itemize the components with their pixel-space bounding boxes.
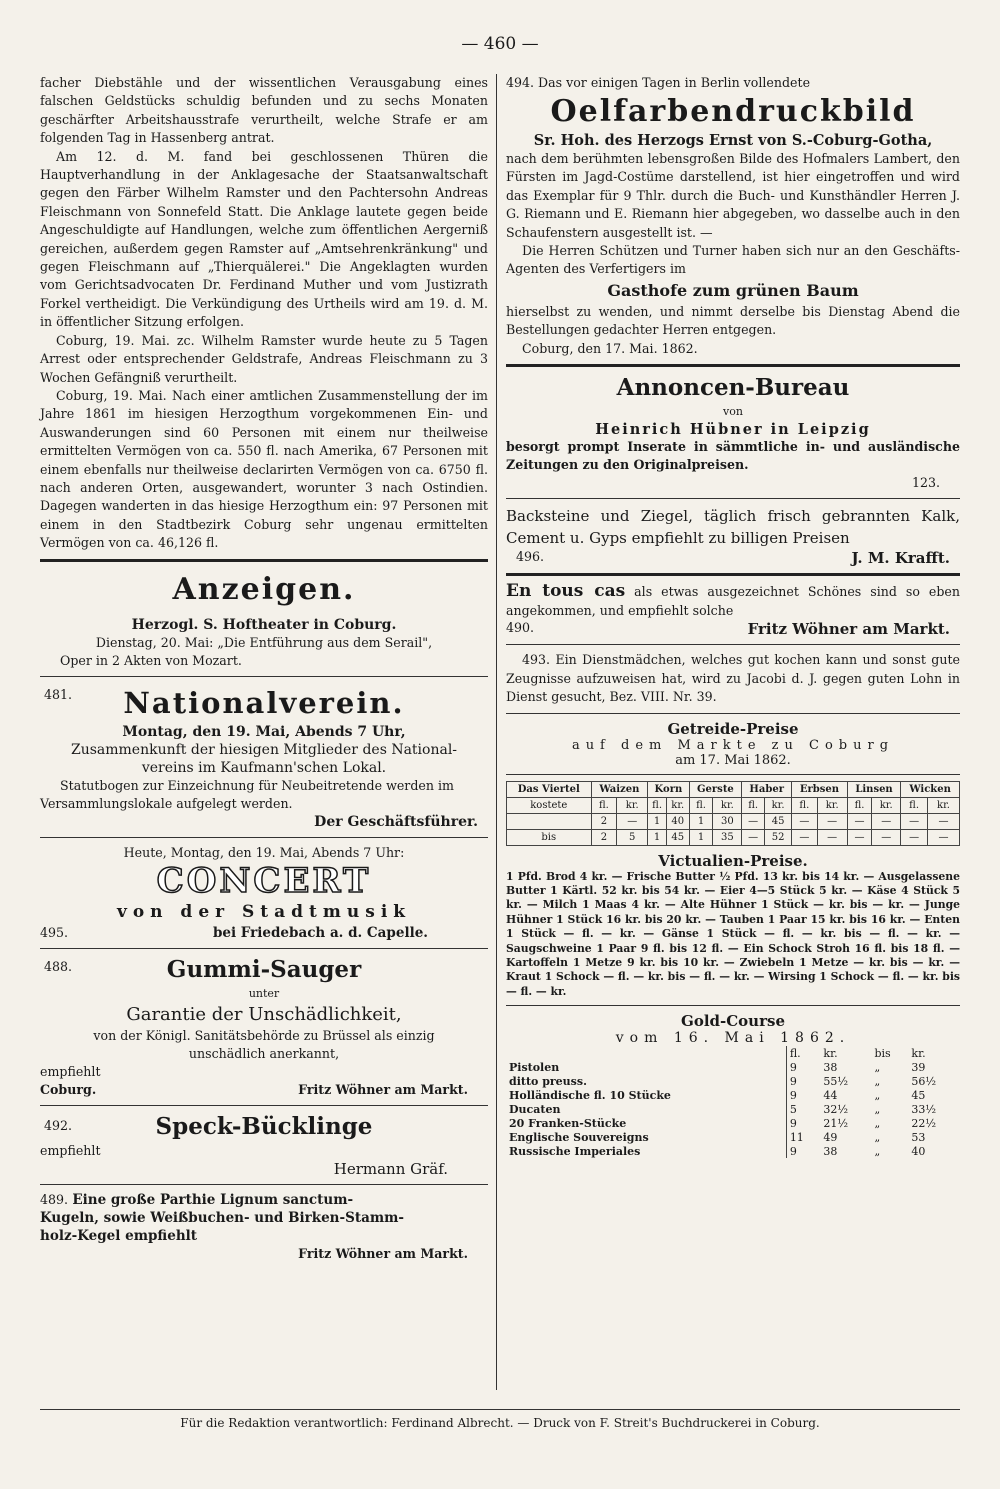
table-cell: 22½ [911, 1116, 937, 1130]
table-cell: 5 [789, 1102, 797, 1116]
oel-gasthof: Gasthofe zum grünen Baum [607, 280, 859, 300]
table-cell: fl. [847, 797, 871, 813]
theater-line: Dienstag, 20. Mai: „Die Entführung aus dem Serail", [95, 634, 433, 650]
ad-divider [506, 1005, 960, 1006]
victualien-section [506, 852, 960, 1000]
ad-number: 490. [506, 620, 535, 636]
right-column [506, 74, 960, 1390]
table-header [506, 1046, 786, 1060]
concert-subtitle: von der Stadtmusik [116, 901, 412, 922]
victualien-text: 1 Pfd. Brod 4 kr. — Frische Butter ½ Pfd. 13 kr. bis 14 kr. — Ausgelassene Butter 1 Kärtl. 52 kr. bis 54 kr. — Eier 4—5 Stück 5 kr. — Käse 4 Stück 5 kr. — Milch 1 Maas 4 kr. — Alte Hühner 1 Stück — kr. bis — kr. — Junge Hühner 1 Stück 16 kr. bis 20 kr. — Tauben 1 Paar 15 kr. bis 16 kr. — Enten 1 Stück — fl. — kr. — Gänse 1 Stück — fl. — kr. bis — fl. — kr. — Saugschweine 1 Paar 9 fl. bis 12 fl. — Ein Schock Stroh 16 fl. bis 18 fl. — Kartoffeln 1 Metze 9 kr. bis 10 kr. — Zwiebeln 1 Metze — kr. bis — kr. — Kraut 1 Schock — fl. — kr. bis — fl. — kr. — Wirsing 1 Schock — fl. — kr. bis — fl. — kr. [506, 869, 960, 998]
table-cell: 39 [911, 1060, 926, 1074]
table-cell: — [817, 813, 847, 829]
table-cell: — [617, 813, 648, 829]
table-cell: 52 [764, 829, 791, 845]
ad-divider [40, 1105, 488, 1106]
table-header: Gerste [689, 781, 742, 797]
ad-divider [506, 644, 960, 645]
victualien-title: Victualien-Preise. [658, 851, 808, 870]
table-header: kr. [911, 1046, 926, 1060]
section-divider [506, 573, 960, 576]
table-cell: „ [874, 1074, 881, 1088]
oel-title: Oelfarbendruckbild [550, 94, 916, 129]
speck-ad [40, 1112, 488, 1178]
table-cell: 56½ [911, 1074, 937, 1088]
table-cell: ditto preuss. [506, 1074, 786, 1088]
table-header: kr. [823, 1046, 838, 1060]
table-cell: — [742, 813, 765, 829]
table-cell: Holländische fl. 10 Stücke [506, 1088, 786, 1102]
table-cell: kr. [666, 797, 689, 813]
gummi-ad [40, 955, 488, 1099]
table-row [507, 797, 960, 813]
table-cell: „ [874, 1102, 881, 1116]
table-cell: — [742, 829, 765, 845]
gold-title: Gold-Course [681, 1012, 785, 1031]
table-cell: kr. [872, 797, 901, 813]
column-divider [496, 74, 497, 1390]
table-cell: 1 [648, 829, 667, 845]
oel-intro: 494. Das vor einigen Tagen in Berlin vollendete [506, 75, 811, 90]
table-cell: „ [874, 1060, 881, 1074]
table-body [507, 797, 960, 845]
table-cell: 45 [666, 829, 689, 845]
page-number: — 460 — [461, 34, 539, 54]
table-cell: — [847, 813, 871, 829]
table-header: Das Viertel [507, 781, 592, 797]
table-cell: 40 [666, 813, 689, 829]
table-header: Korn [648, 781, 689, 797]
table-header-row [507, 781, 960, 797]
table-cell: 9 [789, 1074, 797, 1088]
table-row [506, 1144, 960, 1158]
ad-divider [40, 1184, 488, 1185]
gold-date: vom 16. Mai 1862. [615, 1030, 851, 1047]
news-paragraph: facher Diebstähle und der wissentlichen Verausgabung eines falschen Geldstücks schuldig befunden und zu sechs Monaten geschärfter Arbeitshausstrafe verurtheilt, welche Strafe er am folgenden Tag in Hassenberg antrat. [40, 75, 488, 146]
ad-divider [506, 498, 960, 499]
table-cell: fl. [648, 797, 667, 813]
lignum-text: holz-Kegel empfiehlt [40, 1227, 197, 1244]
table-cell: 9 [789, 1144, 797, 1158]
table-cell: 5 [617, 829, 648, 845]
table-cell: 9 [789, 1116, 797, 1130]
table-cell: Pistolen [506, 1060, 786, 1074]
table-cell: fl. [591, 797, 617, 813]
gummi-empfiehlt: empfiehlt [40, 1063, 101, 1079]
lignum-signature: Fritz Wöhner am Markt. [298, 1245, 468, 1261]
table-cell: fl. [792, 797, 817, 813]
lignum-ad [40, 1191, 488, 1263]
table-row [506, 1130, 960, 1144]
table-header-row [506, 1046, 960, 1060]
oel-text: hierselbst zu wenden, und nimmt derselbe bis Dienstag Abend die Bestellungen gedachter Herren entgegen. [506, 303, 960, 338]
table-header: bis [874, 1046, 891, 1060]
table-cell: 49 [823, 1130, 838, 1144]
gold-table [506, 1046, 960, 1158]
table-cell: 30 [713, 813, 742, 829]
lignum-text: Kugeln, sowie Weißbuchen- und Birken-Stamm- [40, 1209, 404, 1226]
entous-ad [506, 582, 960, 638]
table-cell: 32½ [823, 1102, 849, 1116]
gold-section [506, 1012, 960, 1158]
table-cell: 1 [689, 829, 713, 845]
table-cell: — [817, 829, 847, 845]
table-cell: 2 [591, 813, 617, 829]
table-body [506, 1060, 960, 1158]
table-cell: „ [874, 1144, 881, 1158]
table-row [506, 1088, 960, 1102]
table-cell: — [901, 813, 928, 829]
table-cell [507, 813, 592, 829]
table-cell: kr. [764, 797, 791, 813]
oel-subtitle: Sr. Hoh. des Herzogs Ernst von S.-Coburg-Gotha, [533, 132, 933, 149]
nationalverein-text: Statutbogen zur Einzeichnung für Neubeitretende werden im Versammlungslokale aufgelegt werden. [40, 777, 454, 811]
table-cell: „ [874, 1088, 881, 1102]
annoncen-title: Annoncen-Bureau [616, 373, 850, 401]
table-cell: 9 [789, 1088, 797, 1102]
concert-ad [40, 844, 488, 942]
ad-number: 489. [40, 1191, 69, 1207]
table-cell: — [872, 813, 901, 829]
section-divider [40, 559, 488, 562]
ad-number: 481. [44, 686, 73, 702]
table-cell: 38 [823, 1060, 838, 1074]
newspaper-page [40, 30, 960, 1460]
ad-number: 492. [44, 1117, 73, 1133]
nationalverein-text: Zusammenkunft der hiesigen Mitglieder des National- [70, 741, 458, 758]
speck-empfiehlt: empfiehlt [40, 1142, 101, 1158]
gummi-text: von der Königl. Sanitätsbehörde zu Brüssel als einzig [93, 1027, 435, 1043]
table-cell: — [792, 813, 817, 829]
annoncen-name: Heinrich Hübner in Leipzig [595, 420, 871, 438]
table-cell: — [872, 829, 901, 845]
lignum-text: Eine große Parthie Lignum sanctum- [72, 1191, 354, 1208]
table-header: fl. [789, 1046, 801, 1060]
news-paragraph: Coburg, 19. Mai. zc. Wilhelm Ramster wurde heute zu 5 Tagen Arrest oder entsprechender Geldstrafe, Andreas Fleischmann zu 3 Wochen Gefängniß verurtheilt. [40, 332, 488, 385]
table-row [506, 1060, 960, 1074]
theater-title: Herzogl. S. Hoftheater in Coburg. [131, 616, 397, 633]
table-header: Linsen [847, 781, 900, 797]
table-cell: Russische Imperiales [506, 1144, 786, 1158]
section-divider [506, 364, 960, 367]
table-cell: 33½ [911, 1102, 937, 1116]
ad-divider [40, 676, 488, 677]
table-cell: — [927, 813, 959, 829]
gummi-garantie: Garantie der Unschädlichkeit, [126, 1003, 402, 1025]
table-row [507, 829, 960, 845]
table-header: Waizen [591, 781, 648, 797]
backsteine-text: Backsteine und Ziegel, täglich frisch gebrannten Kalk, Cement u. Gyps empfiehlt zu billigen Preisen [506, 507, 960, 548]
news-paragraph: Am 12. d. M. fand bei geschlossenen Thüren die Hauptverhandlung in der Anklagesache der Staatsanwaltschaft gegen den Färber Wilhelm Ramster und den Pachtersohn Andreas Fleischmann von Sonnefeld Statt. Die Anklage lautete gegen beide Angeschuldigte auf Handlungen, welche zum öffentlichen Aergerniß gereichen, außerdem gegen Ramster auf „Amtsehrenkränkung" und gegen Fleischmann auf „Thierquälerei." Die Angeklagten wurden vom Gerichtsadvocaten Dr. Ferdinand Muther und vom Justizrath Forkel vertheidigt. Die Verkündigung des Urtheils wird am 19. d. M. in öffentlicher Sitzung erfolgen. [40, 148, 488, 330]
table-cell: 1 [648, 813, 667, 829]
concert-place: bei Friedebach a. d. Capelle. [212, 924, 428, 941]
backsteine-signature: J. M. Krafft. [851, 549, 950, 568]
oel-text: Die Herren Schützen und Turner haben sich nur an den Geschäfts-Agenten des Verfertigers im [506, 243, 960, 277]
table-cell: Ducaten [506, 1102, 786, 1116]
nationalverein-title: Nationalverein. [123, 685, 405, 720]
ad-number: 123. [911, 475, 940, 491]
getreide-title: Getreide-Preise [667, 719, 799, 738]
table-cell: 9 [789, 1060, 797, 1074]
annoncen-ad [506, 373, 960, 493]
table-cell: — [927, 829, 959, 845]
table-cell: fl. [689, 797, 713, 813]
footer-imprint: Für die Redaktion verantwortlich: Ferdinand Albrecht. — Druck von F. Streit's Buchdruckerei in Coburg. [40, 1409, 960, 1430]
table-cell: „ [874, 1116, 881, 1130]
theater-line: Oper in 2 Akten von Mozart. [60, 652, 242, 668]
table-cell: 53 [911, 1130, 926, 1144]
table-cell: 38 [823, 1144, 838, 1158]
getreide-table [506, 781, 960, 846]
nationalverein-signature: Der Geschäftsführer. [314, 813, 478, 830]
entous-text: als etwas ausgezeichnet Schönes sind so eben angekommen, und empfiehlt solche [506, 584, 960, 618]
backsteine-ad [506, 505, 960, 567]
nationalverein-date: Montag, den 19. Mai, Abends 7 Uhr, [122, 723, 406, 740]
concert-line: Heute, Montag, den 19. Mai, Abends 7 Uhr: [123, 844, 405, 860]
table-cell: — [901, 829, 928, 845]
table-cell: 2 [591, 829, 617, 845]
table-cell: fl. [742, 797, 765, 813]
table-cell: 20 Franken-Stücke [506, 1116, 786, 1130]
oel-date: Coburg, den 17. Mai. 1862. [522, 340, 698, 356]
table-header: Erbsen [792, 781, 848, 797]
ad-number: 488. [44, 958, 73, 974]
ad-divider [506, 774, 960, 775]
gummi-unter: unter [248, 986, 280, 1000]
gummi-place: Coburg. [40, 1081, 97, 1097]
entous-signature: Fritz Wöhner am Markt. [747, 620, 950, 639]
table-cell: — [792, 829, 817, 845]
table-header: Haber [742, 781, 792, 797]
anzeigen-heading: Anzeigen. [172, 571, 356, 607]
table-cell: kostete [507, 797, 592, 813]
table-cell: 45 [764, 813, 791, 829]
table-row [506, 1116, 960, 1130]
table-row [506, 1102, 960, 1116]
news-paragraph: Coburg, 19. Mai. Nach einer amtlichen Zusammenstellung der im Jahre 1861 im hiesigen Herzogthum vorgekommenen Ein- und Auswanderungen sind 60 Personen mit einem nur theilweise ermittelten Vermögen von ca. 550 fl. nach Amerika, 67 Personen mit einem ebenfalls nur theilweise declarirten Vermögen von ca. 6750 fl. nach anderen Orten, ausgewandert, worunter 3 nach Ostindien. Dagegen wanderten in das hiesige Herzogthum ein: 97 Personen mit einem in den Stadtbezirk Coburg sehr ungenau ermittelten Vermögen von ca. 46,126 fl. [40, 387, 488, 551]
getreide-date: am 17. Mai 1862. [675, 752, 791, 768]
speck-signature: Hermann Gräf. [333, 1159, 448, 1178]
table-cell: — [847, 829, 871, 845]
left-column [40, 74, 488, 1390]
speck-title: Speck-Bücklinge [155, 1112, 373, 1140]
table-header: Wicken [901, 781, 960, 797]
table-cell: 35 [713, 829, 742, 845]
table-cell: kr. [713, 797, 742, 813]
table-cell: kr. [617, 797, 648, 813]
table-row [507, 813, 960, 829]
table-row [506, 1074, 960, 1088]
oel-text: nach dem berühmten lebensgroßen Bilde des Hofmalers Lambert, den Fürsten im Jagd-Costüme darstellend, ist hier eingetroffen und wird das Exemplar für 9 Thlr. durch die Buch- und Kunsthändler Herren J. G. Riemann und E. Riemann hier abgegeben, wo dasselbe auch in den Schaufenstern ausgestellt ist. — [506, 151, 960, 240]
nationalverein-ad [40, 683, 488, 831]
annoncen-von: von [723, 404, 743, 418]
table-cell: bis [507, 829, 592, 845]
gummi-text: unschädlich anerkannt, [188, 1045, 340, 1061]
ad-number: 496. [516, 549, 545, 565]
getreide-subtitle: auf dem Markte zu Coburg [571, 737, 895, 753]
table-cell: 1 [689, 813, 713, 829]
getreide-section [506, 720, 960, 846]
table-cell: 55½ [823, 1074, 849, 1088]
table-cell: 40 [911, 1144, 926, 1158]
table-cell: 21½ [823, 1116, 849, 1130]
nationalverein-text: vereins im Kaufmann'schen Lokal. [141, 759, 387, 776]
table-cell: „ [874, 1130, 881, 1144]
dienst-ad: 493. Ein Dienstmädchen, welches gut kochen kann und sonst gute Zeugnisse aufzuweisen hat, wird zu Jacobi d. J. gegen guten Lohn in Dienst gesucht, Bez. VIII. Nr. 39. [506, 652, 960, 705]
ad-divider [506, 713, 960, 714]
table-cell: kr. [927, 797, 959, 813]
table-cell: 45 [911, 1088, 926, 1102]
table-cell: kr. [817, 797, 847, 813]
annoncen-text: besorgt prompt Inserate in sämmtliche in- und ausländische Zeitungen zu den Originalpreisen. [506, 438, 960, 473]
table-cell: Englische Souvereigns [506, 1130, 786, 1144]
gummi-signature: Fritz Wöhner am Markt. [298, 1081, 468, 1097]
table-cell: 44 [823, 1088, 838, 1102]
ad-divider [40, 948, 488, 949]
entous-title: En tous cas [506, 581, 626, 602]
ad-number: 495. [40, 924, 69, 940]
concert-title: CONCERT [156, 860, 372, 901]
gummi-title: Gummi-Sauger [166, 955, 362, 983]
ad-divider [40, 837, 488, 838]
table-cell: 11 [789, 1130, 804, 1144]
table-cell: fl. [901, 797, 928, 813]
